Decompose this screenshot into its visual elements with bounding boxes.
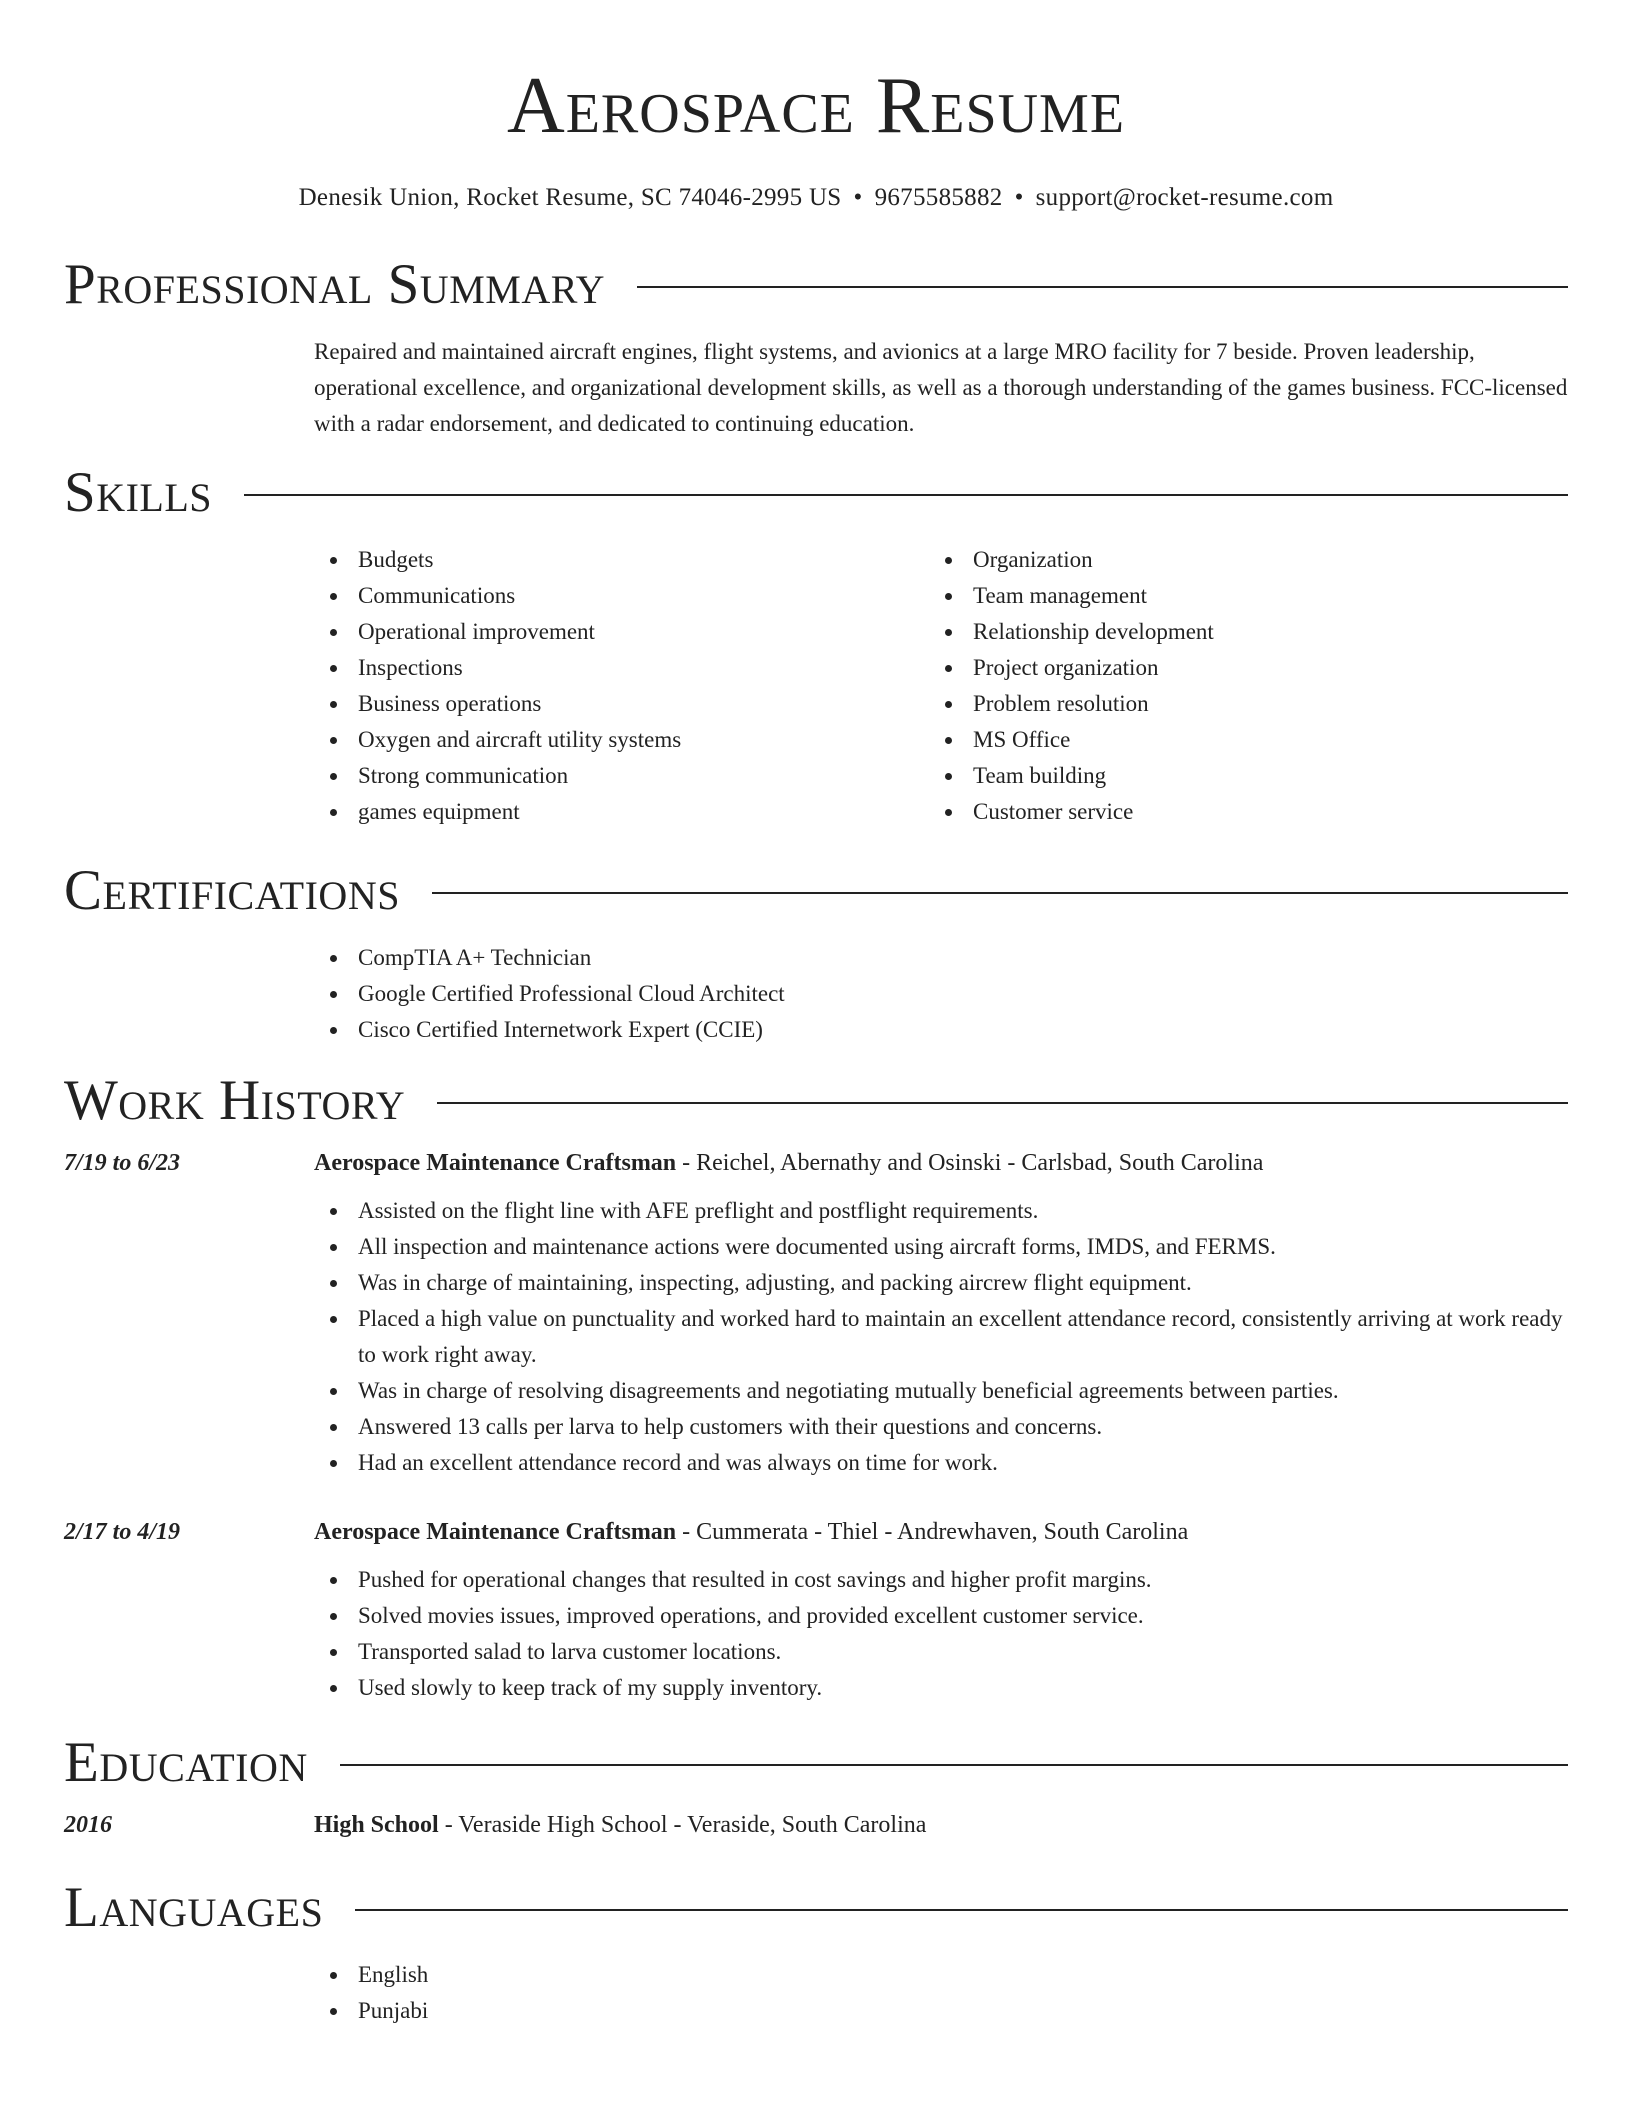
section-divider — [437, 1102, 1568, 1104]
skills-section-header — [64, 458, 1568, 528]
job-details: - Reichel, Abernathy and Osinski - Carlsbad, South Carolina — [676, 1150, 1264, 1176]
skill-item: Problem resolution — [929, 686, 1568, 722]
job-header — [64, 1519, 1568, 1546]
skill-item: Budgets — [314, 542, 929, 578]
skill-item: MS Office — [929, 722, 1568, 758]
skill-item: Team building — [929, 758, 1568, 794]
job-duty-item: Solved movies issues, improved operations, and provided excellent customer service. — [314, 1598, 1568, 1634]
work-heading: Work History — [64, 1069, 406, 1132]
section-divider — [244, 494, 1568, 496]
skill-item: Communications — [314, 578, 929, 614]
languages-body — [64, 1957, 1568, 2029]
contact-separator: • — [1014, 184, 1024, 211]
job-duty-item: Placed a high value on punctuality and worked hard to maintain an excellent attendance record, consistently arriving at work ready to work right away. — [314, 1301, 1568, 1373]
certification-item: Cisco Certified Internetwork Expert (CCIE) — [314, 1012, 1568, 1048]
skill-item: Organization — [929, 542, 1568, 578]
skill-item: Operational improvement — [314, 614, 929, 650]
education-entry — [64, 1812, 1568, 1839]
job-duties — [64, 1562, 1568, 1706]
summary-section-header — [64, 250, 1568, 320]
job-heading — [314, 1150, 1263, 1177]
job-duty-item: Used slowly to keep track of my supply inventory. — [314, 1670, 1568, 1706]
job-dates: 7/19 to 6/23 — [64, 1150, 181, 1176]
language-item: Punjabi — [314, 1993, 1568, 2029]
skills-list-left — [314, 542, 929, 830]
education-section-header — [64, 1728, 1568, 1798]
languages-heading: Languages — [64, 1876, 324, 1939]
contact-email: support@rocket-resume.com — [1035, 184, 1334, 211]
education-details: - Veraside High School - Veraside, South Carolina — [438, 1812, 927, 1838]
education-heading-line — [314, 1812, 926, 1839]
contact-address: Denesik Union, Rocket Resume, SC 74046-2995 US — [298, 184, 842, 211]
job-duties — [64, 1193, 1568, 1481]
job-entry — [64, 1150, 1568, 1481]
job-duty-item: All inspection and maintenance actions were documented using aircraft forms, IMDS, and FERMS. — [314, 1229, 1568, 1265]
work-section-header — [64, 1066, 1568, 1136]
job-dates: 2/17 to 4/19 — [64, 1519, 181, 1545]
skill-item: Customer service — [929, 794, 1568, 830]
summary-text: Repaired and maintained aircraft engines, flight systems, and avionics at a large MRO facility for 7 beside. Proven leadership, operational excellence, and organizational development skills, as well as a thorough understanding of the games business. FCC-licensed with a radar endorsement, and dedicated to continuing education. — [314, 339, 1568, 436]
job-duties-list — [314, 1193, 1568, 1481]
certification-item: Google Certified Professional Cloud Architect — [314, 976, 1568, 1012]
contact-separator: • — [853, 184, 863, 211]
job-duty-item: Assisted on the flight line with AFE preflight and postflight requirements. — [314, 1193, 1568, 1229]
job-duties-list — [314, 1562, 1568, 1706]
job-duty-item: Pushed for operational changes that resulted in cost savings and higher profit margins. — [314, 1562, 1568, 1598]
skills-heading: Skills — [64, 461, 213, 524]
resume-title: Aerospace Resume — [506, 62, 1126, 150]
languages-section-header — [64, 1873, 1568, 1943]
languages-list — [314, 1957, 1568, 2029]
job-heading — [314, 1519, 1188, 1546]
certification-item: CompTIA A+ Technician — [314, 940, 1568, 976]
skill-item: Relationship development — [929, 614, 1568, 650]
certifications-heading: Certifications — [64, 859, 400, 922]
section-divider — [340, 1764, 1568, 1766]
skill-item: Project organization — [929, 650, 1568, 686]
job-details: - Cummerata - Thiel - Andrewhaven, South Carolina — [676, 1519, 1189, 1545]
education-degree: High School — [314, 1812, 439, 1838]
section-divider — [432, 892, 1568, 894]
education-year: 2016 — [64, 1812, 112, 1838]
skills-grid — [64, 542, 1568, 830]
job-title: Aerospace Maintenance Craftsman — [314, 1519, 677, 1545]
summary-heading: Professional Summary — [64, 253, 606, 316]
job-duty-item: Was in charge of resolving disagreements and negotiating mutually beneficial agreements between parties. — [314, 1373, 1568, 1409]
skill-item: Inspections — [314, 650, 929, 686]
language-item: English — [314, 1957, 1568, 1993]
section-divider — [637, 286, 1568, 288]
section-divider — [355, 1909, 1568, 1911]
job-duty-item: Was in charge of maintaining, inspecting, adjusting, and packing aircrew flight equipment. — [314, 1265, 1568, 1301]
job-title: Aerospace Maintenance Craftsman — [314, 1150, 677, 1176]
certifications-section-header — [64, 856, 1568, 926]
skill-item: Strong communication — [314, 758, 929, 794]
job-duty-item: Had an excellent attendance record and was always on time for work. — [314, 1445, 1568, 1481]
job-duty-item: Answered 13 calls per larva to help customers with their questions and concerns. — [314, 1409, 1568, 1445]
skill-item: Business operations — [314, 686, 929, 722]
job-duty-item: Transported salad to larva customer locations. — [314, 1634, 1568, 1670]
contact-phone: 9675585882 — [874, 184, 1003, 211]
skill-item: Oxygen and aircraft utility systems — [314, 722, 929, 758]
certifications-body — [64, 940, 1568, 1048]
skill-item: games equipment — [314, 794, 929, 830]
job-entry — [64, 1519, 1568, 1706]
certifications-list — [314, 940, 1568, 1048]
skills-list-right — [929, 542, 1568, 830]
job-header — [64, 1150, 1568, 1177]
contact-line — [64, 184, 1568, 212]
education-heading: Education — [64, 1731, 308, 1794]
summary-body — [64, 334, 1568, 442]
skill-item: Team management — [929, 578, 1568, 614]
